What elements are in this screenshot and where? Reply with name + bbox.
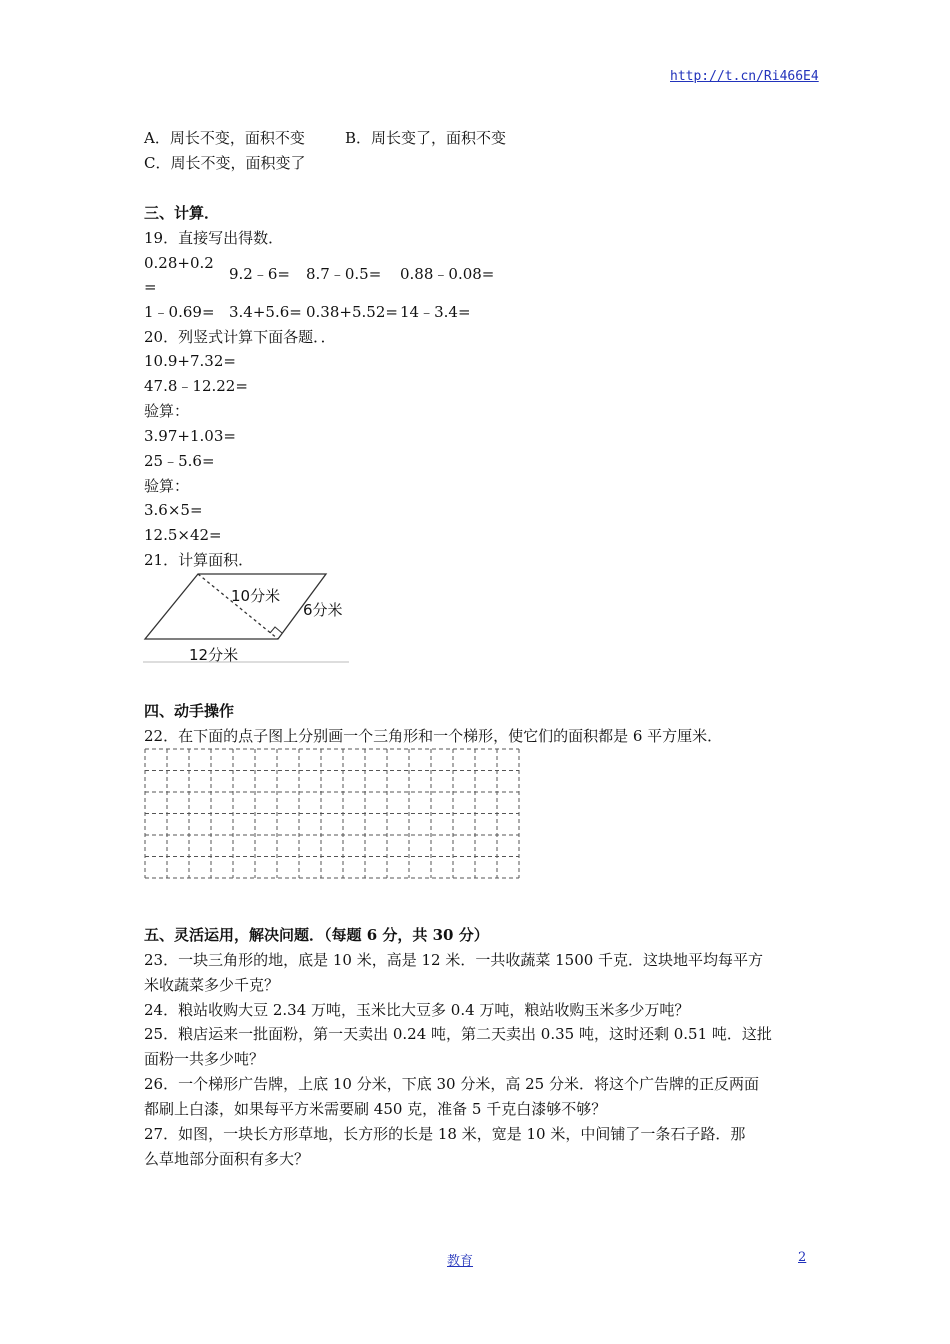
q20-check-label: 验算： — [144, 477, 190, 495]
question-22: 22．在下面的点子图上分别画一个三角形和一个梯形，使它们的面积都是 6 平方厘米． — [144, 727, 723, 745]
problem-line: 么草地部分面积有多大？ — [144, 1150, 310, 1168]
problem-line: 26．一个梯形广告牌，上底 10 分米，下底 30 分米，高 25 分米．将这个广告牌的正反两面 — [144, 1075, 759, 1093]
option-a: A．周长不变，面积不变 — [144, 129, 305, 147]
q20-item: 47.8﹣12.22= — [144, 377, 248, 395]
label-diagonal: 10分米 — [231, 587, 281, 605]
q20-check-label: 验算： — [144, 402, 190, 420]
header-url-link[interactable]: http://t.cn/Ri466E4 — [670, 69, 819, 84]
section-5-title: 五、灵活运用，解决问题．（每题 6 分，共 30 分） — [144, 926, 489, 944]
label-base: 12分米 — [189, 646, 239, 664]
calc-item: 14﹣3.4= — [400, 303, 471, 321]
problem-line: 都刷上白漆，如果每平方米需要刷 450 克，准备 5 千克白漆够不够？ — [144, 1100, 607, 1118]
dot-grid — [144, 748, 520, 880]
option-b: B．周长变了，面积不变 — [345, 129, 507, 147]
calc-item: 0.28+0.2 — [144, 254, 214, 272]
problem-line: 23．一块三角形的地，底是 10 米，高是 12 米．一共收蔬菜 1500 千克．这块地平均每平方 — [144, 951, 764, 969]
calc-item: 3.4+5.6= — [229, 303, 302, 321]
calc-item: 0.88﹣0.08= — [400, 265, 495, 283]
option-c: C．周长不变，面积变了 — [144, 154, 306, 172]
q20-item: 10.9+7.32= — [144, 352, 236, 370]
question-19: 19．直接写出得数． — [144, 229, 284, 247]
q20-item: 3.97+1.03= — [144, 427, 236, 445]
label-side: 6分米 — [303, 601, 343, 619]
q20-item: 25﹣5.6= — [144, 452, 215, 470]
parallelogram-figure — [143, 572, 351, 664]
question-21: 21．计算面积． — [144, 551, 254, 569]
problem-line: 面粉一共多少吨？ — [144, 1050, 265, 1068]
q20-item: 3.6×5= — [144, 501, 203, 519]
page-number[interactable]: 2 — [798, 1250, 807, 1265]
question-20: 20．列竖式计算下面各题．． — [144, 328, 336, 346]
dot-grid-svg — [144, 748, 520, 880]
section-4-title: 四、动手操作 — [144, 702, 235, 720]
calc-item: 1﹣0.69= — [144, 303, 215, 321]
problem-line: 米收蔬菜多少千克？ — [144, 976, 280, 994]
calc-item: 0.38+5.52= — [306, 303, 398, 321]
q20-item: 12.5×42= — [144, 526, 222, 544]
problem-line: 24．粮站收购大豆 2.34 万吨，玉米比大豆多 0.4 万吨，粮站收购玉米多少万吨？ — [144, 1001, 690, 1019]
problem-line: 27．如图，一块长方形草地，长方形的长是 18 米，宽是 10 米，中间铺了一条石子路．那 — [144, 1125, 746, 1143]
calc-item: 9.2﹣6= — [229, 265, 290, 283]
calc-item: = — [144, 278, 157, 296]
section-3-title: 三、计算． — [144, 204, 220, 222]
calc-item: 8.7﹣0.5= — [306, 265, 382, 283]
footer-center-link[interactable]: 教育 — [447, 1254, 474, 1269]
problem-line: 25．粮店运来一批面粉，第一天卖出 0.24 吨，第二天卖出 0.35 吨，这时还剩 0.51 吨．这批 — [144, 1025, 772, 1043]
